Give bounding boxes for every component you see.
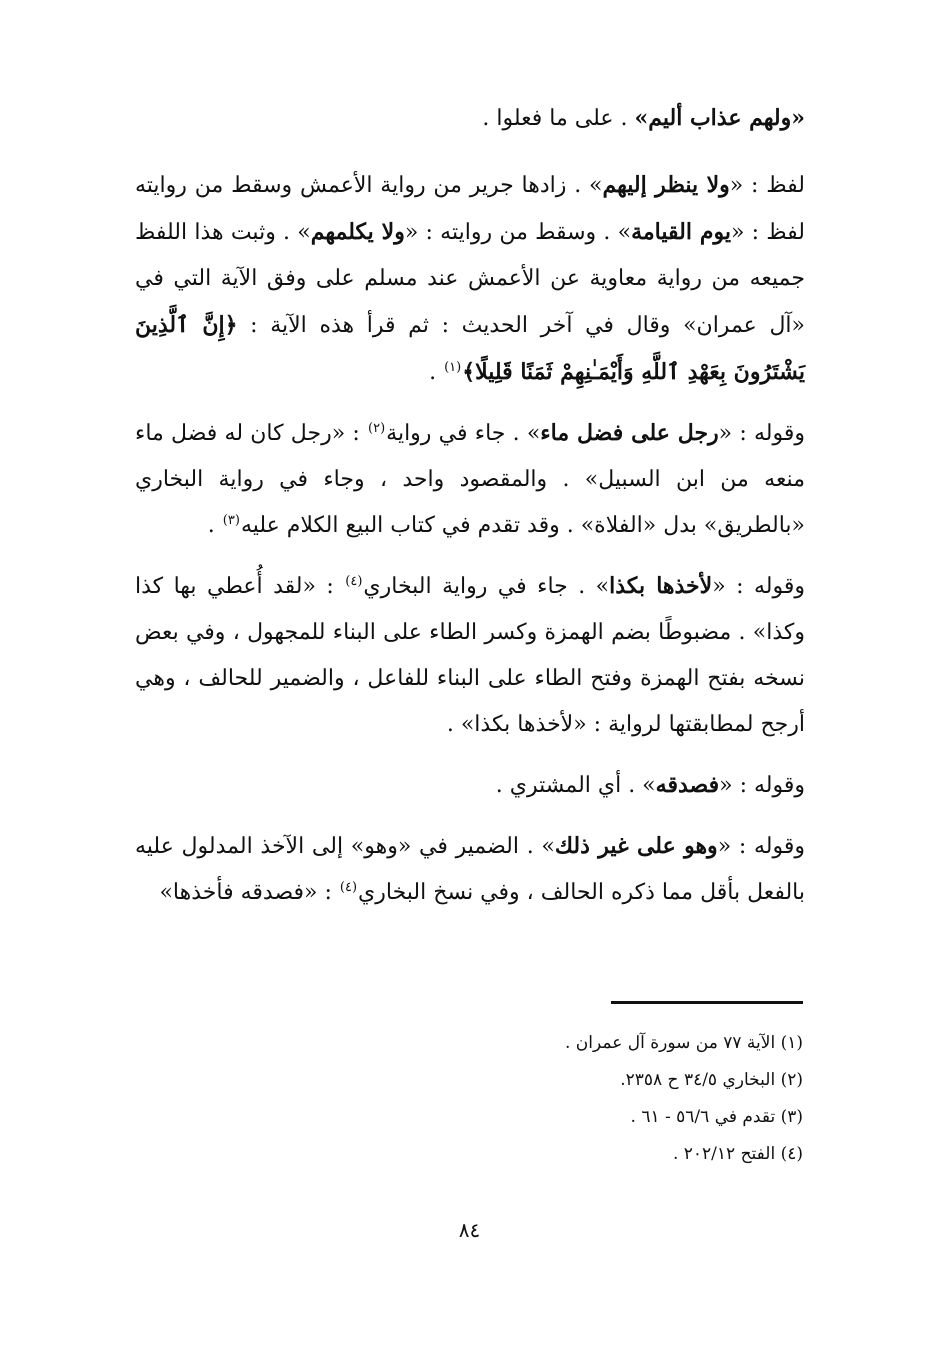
bold-phrase: يوم القيامة xyxy=(631,219,731,245)
text-run: » . جاء في رواية البخاري xyxy=(363,574,610,599)
text-run: : «فصدقه فأخذها» xyxy=(159,880,339,905)
text-run: » . أي المشتري . xyxy=(495,773,656,798)
bold-phrase: وهو على غير ذلك xyxy=(554,833,718,859)
text-run: : «رجل كان له فضل ماء منعه من ابن السبيل» . والمقصود واحد ، وجاء في رواية البخاري «بالطريق» بدل «الفلاة» . وقد تقدم في كتاب البيع الكلام عليه xyxy=(135,421,805,538)
bold-phrase: لأخذها بكذا xyxy=(609,573,713,599)
footnote-3: (٣) تقدم في ٥٦/٦ - ٦١ . xyxy=(630,1107,803,1127)
footnote-divider xyxy=(611,1001,803,1004)
main-text xyxy=(135,95,805,930)
bold-phrase: رجل على فضل ماء xyxy=(540,420,719,446)
text-run: » . زادها جرير من رواية الأعمش وسقط من روايته لفظ : « xyxy=(135,173,805,245)
footnote-marker: (٣) xyxy=(222,512,240,528)
paragraph-4 xyxy=(135,563,805,748)
footnote-marker: (٢) xyxy=(368,420,386,436)
text-run: وقوله : « xyxy=(717,834,805,859)
bold-phrase: ولا ينظر إليهم xyxy=(602,172,730,198)
text-run: » . الضمير في «وهو» إلى الآخذ المدلول عليه بالفعل بأقل مما ذكره الحالف ، وفي نسخ البخاري xyxy=(135,834,805,905)
text-run: . على ما فعلوا . xyxy=(482,106,635,131)
bold-phrase: ولا يكلمهم xyxy=(310,219,405,245)
bold-phrase: ﴿إِنَّ ٱلَّذِينَ يَشْتَرُونَ بِعَهْدِ ٱللَّهِ وَأَيْمَـٰنِهِمْ ثَمَنًا قَلِيلًا﴾ xyxy=(135,312,805,385)
text-run: » . وثبت هذا اللفظ جميعه من رواية معاوية عن الأعمش عند مسلم على وفق الآية التي في «آل عمران» وقال في آخر الحديث : ثم قرأ هذه الآية : xyxy=(135,220,805,338)
footnote-2: (٢) البخاري ٣٤/٥ ح ٢٣٥٨. xyxy=(620,1070,803,1090)
footnote-4: (٤) الفتح ٢٠٢/١٢ . xyxy=(672,1144,803,1164)
text-run: لفظ : « xyxy=(729,173,805,198)
bold-phrase: «ولهم عذاب أليم» xyxy=(634,105,805,131)
footnote-1: (١) الآية ٧٧ من سورة آل عمران . xyxy=(564,1033,803,1053)
text-run: وقوله : « xyxy=(712,574,805,599)
footnotes xyxy=(143,1025,803,1173)
text-run: وقوله : « xyxy=(718,421,805,446)
paragraph-5 xyxy=(135,762,805,809)
text-run: : «لقد أُعطي بها كذا وكذا» . مضبوطًا بضم الهمزة وكسر الطاء على البناء للمجهول ، وفي بعض نسخه بفتح الهمزة وفتح الطاء على البناء للفاعل ، والضمير للحالف ، وهي أرجح لمطابقتها لرواية : «لأخذها بكذا» . xyxy=(135,574,805,737)
paragraph-6 xyxy=(135,823,805,916)
bold-phrase: فصدقه xyxy=(655,772,720,798)
text-run: . xyxy=(429,360,444,385)
text-run: » . جاء في رواية xyxy=(386,421,541,446)
text-run: وقوله : « xyxy=(719,773,805,798)
paragraph-3 xyxy=(135,410,805,549)
footnote-marker: (١) xyxy=(444,359,462,375)
paragraph-2 xyxy=(135,162,805,396)
footnote-marker: (٤) xyxy=(339,879,358,895)
paragraph-1 xyxy=(135,95,805,142)
footnote-marker: (٤) xyxy=(345,573,363,589)
text-run: » . وسقط من روايته : « xyxy=(404,220,632,245)
text-run: . xyxy=(207,513,222,538)
page-number: ٨٤ xyxy=(458,1218,481,1242)
